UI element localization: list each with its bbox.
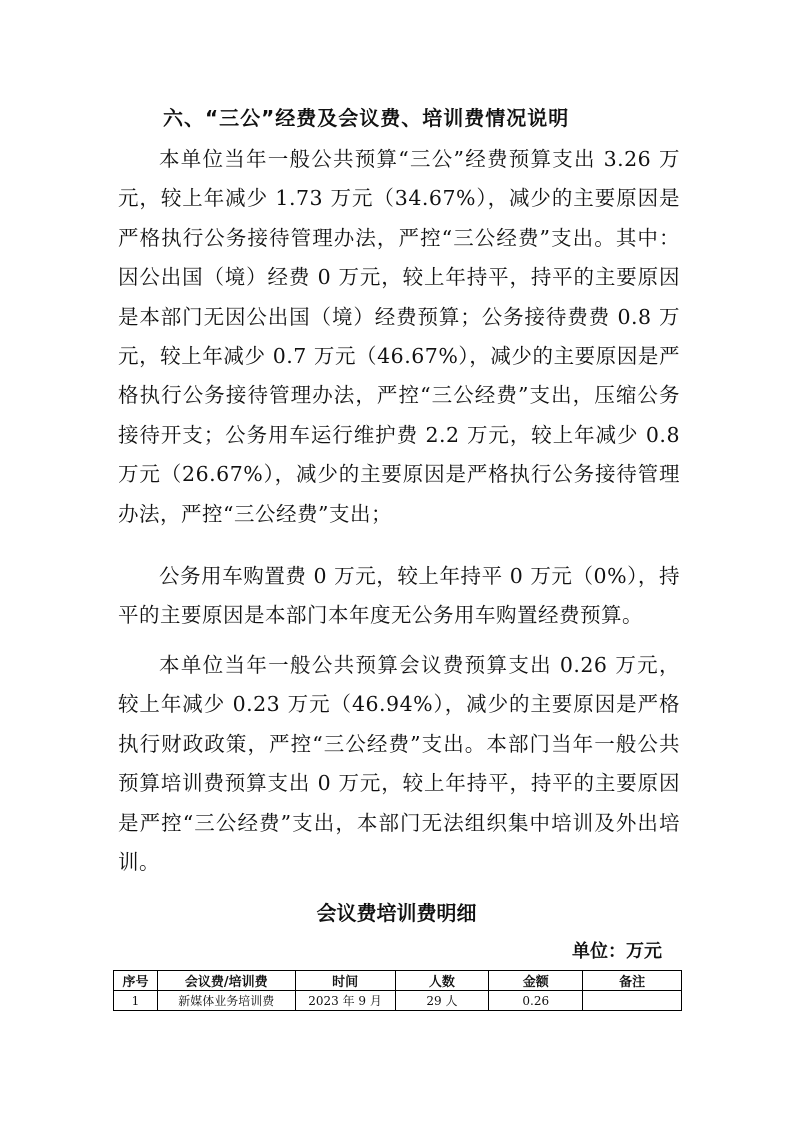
table-unit-label: 单位：万元	[572, 941, 662, 962]
section-heading: 六、“三公”经费及会议费、培训费情况说明	[163, 106, 570, 130]
header-amount: 金额	[489, 971, 583, 991]
table-title: 会议费培训费明细	[316, 901, 477, 925]
header-people: 人数	[395, 971, 489, 991]
header-time: 时间	[295, 971, 395, 991]
header-expense-type: 会议费/培训费	[157, 971, 295, 991]
cell-amount: 0.26	[489, 991, 583, 1011]
paragraph-three-public-expenses: 本单位当年一般公共预算“三公”经费预算支出 3.26 万元，较上年减少 1.73 万元（34.67%），减少的主要原因是严格执行公务接待管理办法，严控“三公经费”支出。其中：因公出国（境）经费 0 万元，较上年持平，持平的主要原因是本部门无因公出国（境）经费预算；公务接待费费 0.8 万元，较上年减少 0.7 万元（46.67%），减少的主要原因是严格执行公务接待管理办法，严控“三公经费”支出，压缩公务接待开支；公务用车运行维护费 2.2 万元，较上年减少 0.8 万元（26.67%），减少的主要原因是严格执行公务接待管理办法，严控“三公经费”支出；	[118, 147, 680, 526]
header-index: 序号	[114, 971, 158, 991]
cell-time: 2023 年 9 月	[295, 991, 395, 1011]
cell-remarks	[583, 991, 682, 1011]
paragraph-vehicle-purchase: 公务用车购置费 0 万元，较上年持平 0 万元（0%），持平的主要原因是本部门本年度无公务用车购置经费预算。	[118, 564, 680, 628]
header-remarks: 备注	[583, 971, 682, 991]
cell-expense-type: 新媒体业务培训费	[157, 991, 295, 1011]
table-header-row	[114, 971, 682, 991]
cell-people: 29 人	[395, 991, 489, 1011]
paragraph-meeting-training: 本单位当年一般公共预算会议费预算支出 0.26 万元，较上年减少 0.23 万元（46.94%），减少的主要原因是严格执行财政政策，严控“三公经费”支出。本部门当年一般公共预算培训费预算支出 0 万元，较上年持平，持平的主要原因是严控“三公经费”支出，本部门无法组织集中培训及外出培训。	[118, 653, 680, 875]
cell-index: 1	[114, 991, 158, 1011]
expense-detail-table	[113, 970, 682, 1011]
table-row	[114, 991, 682, 1011]
